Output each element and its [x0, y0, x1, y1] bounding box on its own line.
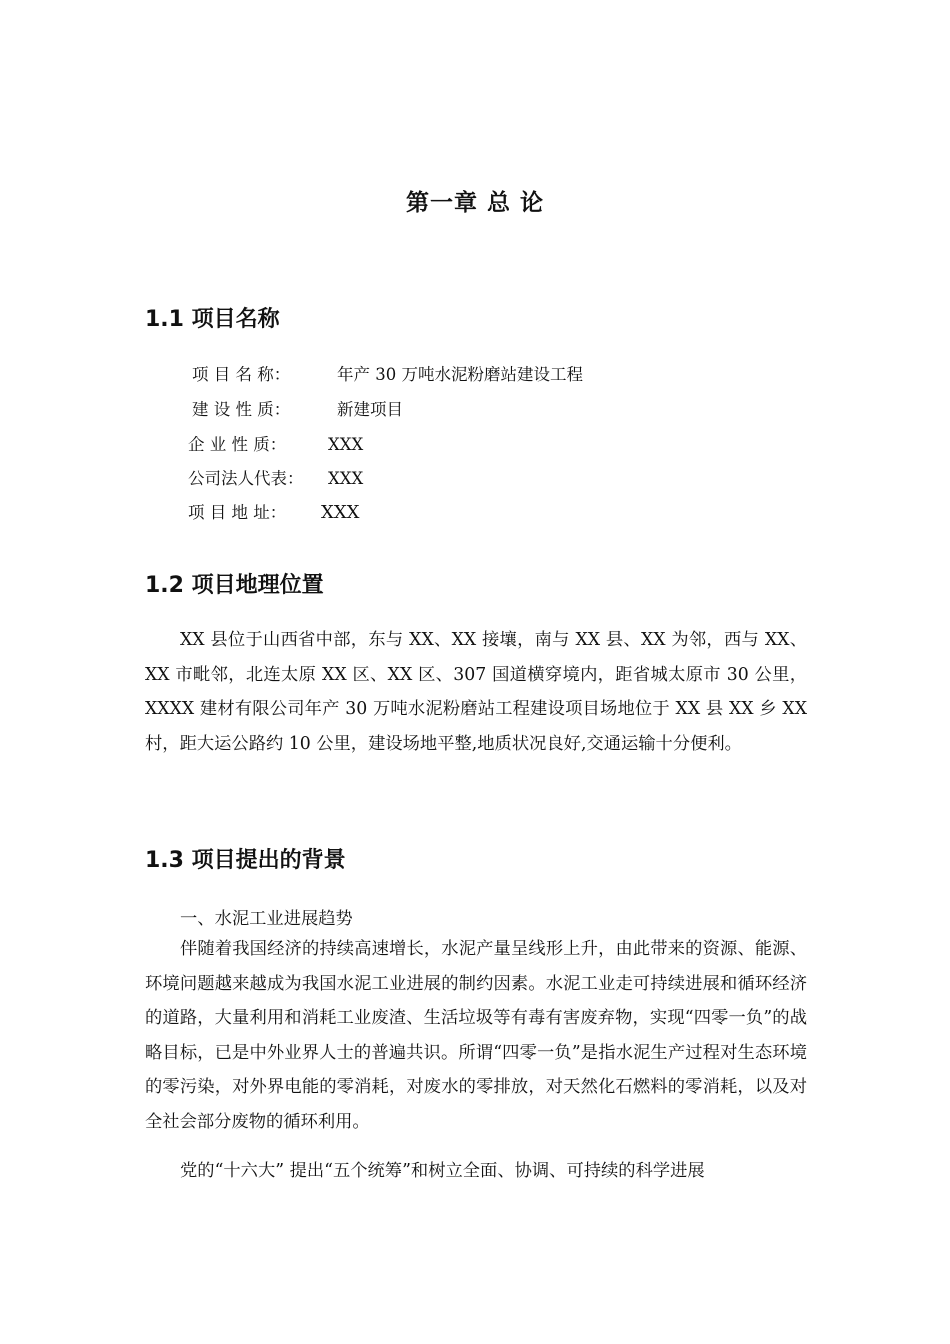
info-label: 项 目 名 称：: [192, 365, 291, 384]
info-label: 项 目 地 址：: [188, 503, 287, 522]
info-value: 新建项目: [337, 400, 403, 419]
info-value: XXX: [328, 469, 364, 488]
section-heading-1-1: 1.1 项目名称: [145, 307, 280, 332]
info-label: 公司法人代表：: [188, 469, 304, 488]
section-heading-1-3: 1.3 项目提出的背景: [145, 848, 346, 873]
paragraph-sixteenth-congress: 党的“十六大” 提出“五个统筹”和树立全面、协调、可持续的科学进展: [180, 1161, 705, 1181]
info-value: XXX: [328, 435, 364, 454]
info-value: 年产 30 万吨水泥粉磨站建设工程: [337, 365, 583, 384]
info-value: XXX: [321, 502, 360, 523]
info-label: 企 业 性 质：: [188, 435, 287, 454]
paragraph-geography: XX 县位于山西省中部，东与 XX、XX 接壤，南与 XX 县、XX 为邻，西与 XX、XX 市毗邻，北连太原 XX 区、XX 区、307 国道横穿境内，距省城太原市 30 公里，XXXX 建材有限公司年产 30 万吨水泥粉磨站工程建设项目场地位于 XX 县 XX 乡 XX 村，距大运公路约 10 公里，建设场地平整,地质状况良好,交通运输十分便利。: [145, 630, 807, 754]
section-heading-1-2: 1.2 项目地理位置: [145, 573, 324, 598]
chapter-title: 第一章 总 论: [405, 190, 544, 216]
info-label: 建 设 性 质：: [192, 400, 291, 419]
paragraph-background: 伴随着我国经济的持续高速增长，水泥产量呈线形上升，由此带来的资源、能源、环境问题越来越成为我国水泥工业进展的制约因素。水泥工业走可持续进展和循环经济的道路，大量利用和消耗工业废渣、生活垃圾等有毒有害废弃物，实现“四零一负”的战略目标，已是中外业界人士的普遍共识。所谓“四零一负”是指水泥生产过程对生态环境的零污染，对外界电能的零消耗，对废水的零排放，对天然化石燃料的零消耗，以及对全社会部分废物的循环利用。: [145, 939, 807, 1132]
subheading-cement-industry-trend: 一、水泥工业进展趋势: [180, 909, 353, 929]
